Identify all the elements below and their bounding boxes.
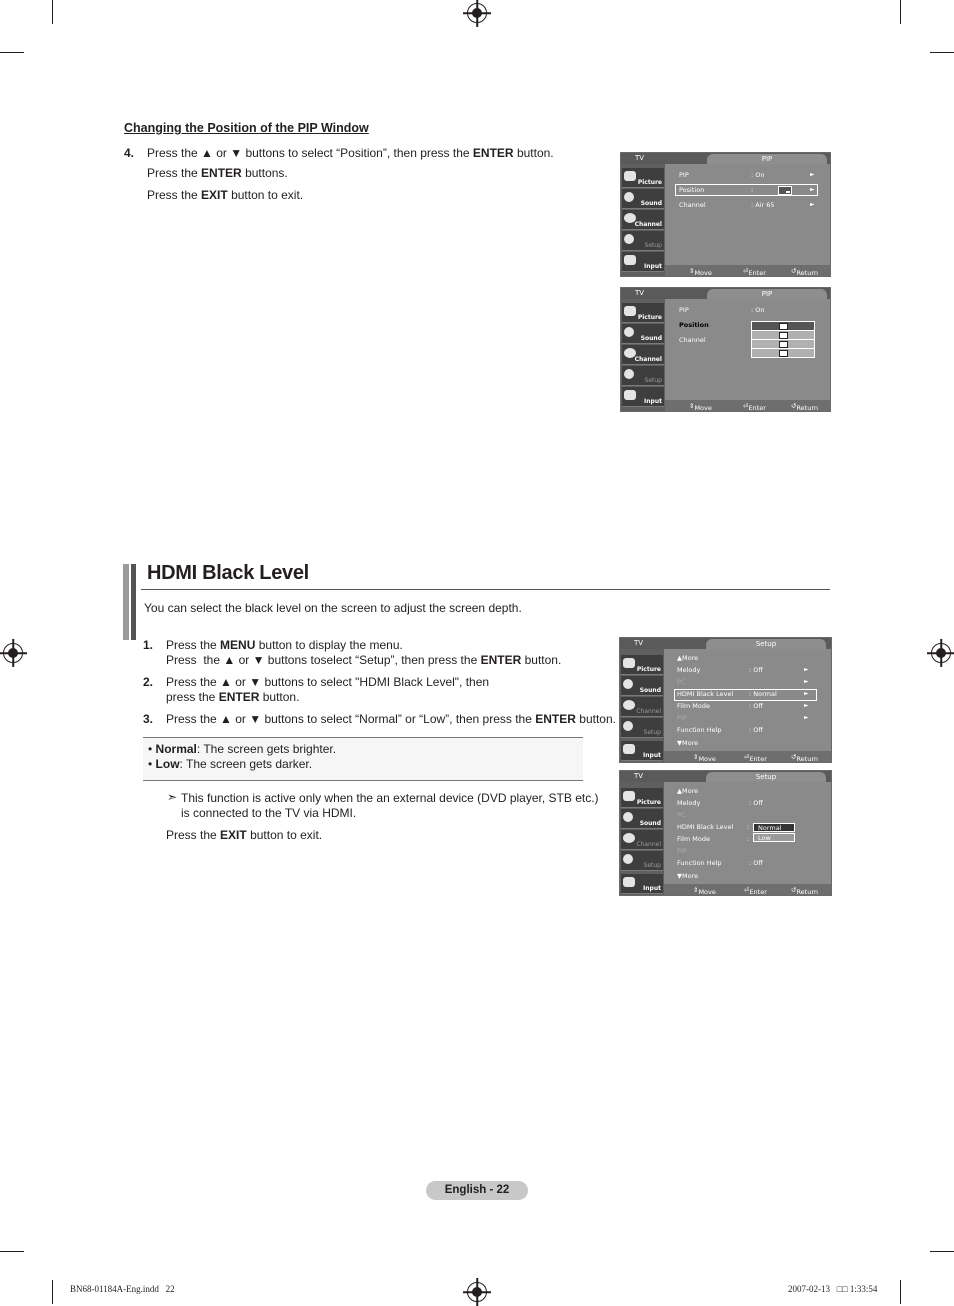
sidebar-item-setup: Setup (621, 718, 663, 738)
date-slug: 2007-02-13 □□ 1:33:54 (788, 1284, 878, 1294)
crop-mark (930, 52, 954, 53)
menu-sidebar (621, 164, 665, 276)
arrow-right-icon: ► (804, 690, 809, 697)
menu-row-value: : (751, 186, 754, 194)
gear-icon (624, 234, 634, 244)
menu-footer: ⇕ Move ⏎ Enter ↺ Return (665, 400, 830, 411)
bullet-item: • Low: The screen gets darker. (148, 757, 313, 771)
menu-row-label: ▼More (677, 739, 699, 747)
arrow-right-icon: ► (810, 186, 815, 193)
section-side-bar (123, 564, 129, 640)
section-side-bar (131, 564, 136, 640)
option-normal: Normal (753, 823, 795, 832)
menu-row-value: : Air 65 (751, 201, 775, 209)
sidebar-item-sound: Sound (622, 324, 664, 344)
step-number: 3. (143, 712, 154, 726)
arrow-right-icon: ► (810, 171, 815, 178)
menu-row-value: : On (751, 171, 765, 179)
menu-row-label: Position (679, 321, 709, 329)
channel-icon (623, 700, 635, 710)
position-option (751, 348, 815, 358)
picture-icon (624, 171, 636, 181)
sidebar-item-channel: Channel (621, 830, 663, 850)
sound-icon (623, 679, 633, 689)
menu-sidebar (621, 299, 665, 411)
input-icon (624, 255, 636, 265)
bullet-item: • Normal: The screen gets brighter. (148, 742, 337, 756)
crop-mark (900, 0, 901, 24)
section-title: HDMI Black Level (147, 562, 309, 584)
picture-icon (624, 306, 636, 316)
sidebar-item-channel: Channel (621, 697, 663, 717)
arrow-right-icon: ► (804, 714, 809, 721)
intro-text: You can select the black level on the screen to adjust the screen depth. (144, 601, 522, 615)
step-line: Press the ▲ or ▼ buttons to select “Normal” or “Low”, then press the ENTER button. (166, 712, 616, 726)
menu-row-value: : Off (749, 799, 763, 807)
sidebar-item-input: Input (622, 252, 664, 272)
menu-sidebar (620, 782, 664, 895)
step-line: Press the ▲ or ▼ buttons toselect “Setup”, then press the ENTER button. (166, 653, 562, 667)
menu-row-value: : (747, 835, 750, 843)
sidebar-item-picture: Picture (621, 788, 663, 808)
input-icon (623, 877, 635, 887)
menu-row-value: : Normal (749, 690, 777, 698)
menu-row-value: : (747, 823, 750, 831)
step-number: 4. (124, 146, 135, 160)
menu-row-label: PC (677, 811, 686, 819)
channel-icon (623, 833, 635, 843)
pip-step-line: Press the ▲ or ▼ buttons to select “Position”, then press the ENTER button. (147, 146, 554, 160)
menu-row-label: PIP (679, 171, 689, 179)
step-line: Press the ▲ or ▼ buttons to select "HDMI Black Level", then (166, 675, 490, 689)
sidebar-item-setup: Setup (621, 851, 663, 871)
menu-title: Setup (706, 639, 826, 649)
sidebar-item-setup: Setup (622, 366, 664, 386)
menu-title: PIP (707, 289, 827, 299)
sound-icon (623, 812, 633, 822)
crop-mark (52, 0, 53, 24)
menu-row-label: Function Help (677, 726, 722, 734)
menu-row-label: Function Help (677, 859, 722, 867)
sidebar-item-channel: Channel (622, 210, 664, 230)
file-slug: BN68-01184A-Eng.indd 22 (70, 1284, 175, 1294)
step-number: 2. (143, 675, 154, 689)
sidebar-item-input: Input (621, 741, 663, 761)
arrow-right-icon: ► (810, 201, 815, 208)
sidebar-item-sound: Sound (621, 676, 663, 696)
menu-footer: ⇕ Move ⏎ Enter ↺ Return (664, 751, 831, 762)
crop-mark (0, 1251, 24, 1252)
step-number: 1. (143, 638, 154, 652)
arrow-right-icon: ► (804, 666, 809, 673)
tv-menu-screenshot: TV PIP Picture Sound Channel Setup Input PIP : On ► Position : ► Channel : Air 65 ► ⇕ Move ⏎ Enter ↺ Return (620, 152, 831, 277)
option-low: Low (753, 833, 795, 842)
sound-icon (624, 327, 634, 337)
picture-icon (623, 658, 635, 668)
input-icon (623, 744, 635, 754)
menu-row-label: Film Mode (677, 702, 710, 710)
menu-row-label: Melody (677, 666, 701, 674)
sidebar-item-channel: Channel (622, 345, 664, 365)
menu-title: PIP (707, 154, 827, 164)
title-rule (141, 589, 830, 590)
menu-row-value: : Off (749, 726, 763, 734)
crop-mark (900, 1280, 901, 1304)
tv-menu-screenshot: TV Setup Picture Sound Channel Setup Input ▲More Melody : Off PC HDMI Black Level : Film Mode : Normal Low PIP Function Help : Off ▼More ⇕ Move ⏎ Enter ↺ Return (619, 770, 832, 896)
note-text: This function is active only when the an external device (DVD player, STB etc.) (181, 791, 599, 805)
note-text: is connected to the TV via HDMI. (181, 806, 357, 820)
pip-position-icon (778, 186, 792, 195)
menu-row-label: PIP (679, 306, 689, 314)
gear-icon (623, 854, 633, 864)
menu-row-label: Channel (679, 201, 706, 209)
tv-menu-screenshot: TV PIP Picture Sound Channel Setup Input PIP : On Position Channel ⇕ Move ⏎ Enter ↺ Return (620, 287, 831, 412)
arrow-right-icon: ► (804, 678, 809, 685)
menu-row-label: ▲More (677, 654, 699, 662)
picture-icon (623, 791, 635, 801)
sidebar-item-picture: Picture (621, 655, 663, 675)
tv-menu-screenshot: TV Setup Picture Sound Channel Setup Input ▲More Melody : Off ► PC ► HDMI Black Level : Normal ► Film Mode : Off ► PIP ► Function Help : Off ▼More ⇕ Move ⏎ Enter ↺ Return (619, 637, 832, 763)
menu-title: Setup (706, 772, 826, 782)
crop-mark (52, 1280, 53, 1304)
sidebar-item-input: Input (621, 874, 663, 894)
menu-row-label: HDMI Black Level (677, 690, 734, 698)
sidebar-item-setup: Setup (622, 231, 664, 251)
sidebar-item-picture: Picture (622, 303, 664, 323)
sidebar-item-sound: Sound (621, 809, 663, 829)
registration-mark-icon (467, 3, 487, 23)
sound-icon (624, 192, 634, 202)
menu-row-value: : Off (749, 702, 763, 710)
arrow-right-icon: ► (804, 702, 809, 709)
menu-sidebar (620, 649, 664, 762)
menu-row-label: ▲More (677, 787, 699, 795)
step-line: press the ENTER button. (166, 690, 300, 704)
input-icon (624, 390, 636, 400)
menu-footer: ⇕ Move ⏎ Enter ↺ Return (664, 884, 831, 895)
gear-icon (623, 721, 633, 731)
menu-row-value: : Off (749, 666, 763, 674)
menu-row-label: Position (679, 186, 705, 194)
pip-step-line: Press the EXIT button to exit. (147, 188, 304, 202)
menu-row-label: PIP (677, 714, 687, 722)
menu-row-label: Film Mode (677, 835, 710, 843)
pip-heading: Changing the Position of the PIP Window (124, 121, 369, 135)
pip-step-line: Press the ENTER buttons. (147, 166, 288, 180)
sidebar-item-input: Input (622, 387, 664, 407)
menu-row-label: HDMI Black Level (677, 823, 734, 831)
sidebar-item-picture: Picture (622, 168, 664, 188)
sidebar-item-sound: Sound (622, 189, 664, 209)
registration-mark-icon (931, 643, 951, 663)
note-arrow-icon: ➣ (167, 790, 178, 804)
menu-row-value: : On (751, 306, 765, 314)
crop-mark (0, 52, 24, 53)
menu-row-value: : Off (749, 859, 763, 867)
gear-icon (624, 369, 634, 379)
page-number-badge: English - 22 (426, 1181, 528, 1200)
menu-row-label: Melody (677, 799, 701, 807)
menu-footer: ⇕ Move ⏎ Enter ↺ Return (665, 265, 830, 276)
menu-row-label: PIP (677, 847, 687, 855)
menu-row-label: ▼More (677, 872, 699, 880)
registration-mark-icon (3, 643, 23, 663)
registration-mark-icon (467, 1282, 487, 1302)
step-line: Press the MENU button to display the menu. (166, 638, 403, 652)
crop-mark (930, 1251, 954, 1252)
exit-line: Press the EXIT button to exit. (166, 828, 323, 842)
menu-row-label: PC (677, 678, 686, 686)
menu-row-label: Channel (679, 336, 706, 344)
